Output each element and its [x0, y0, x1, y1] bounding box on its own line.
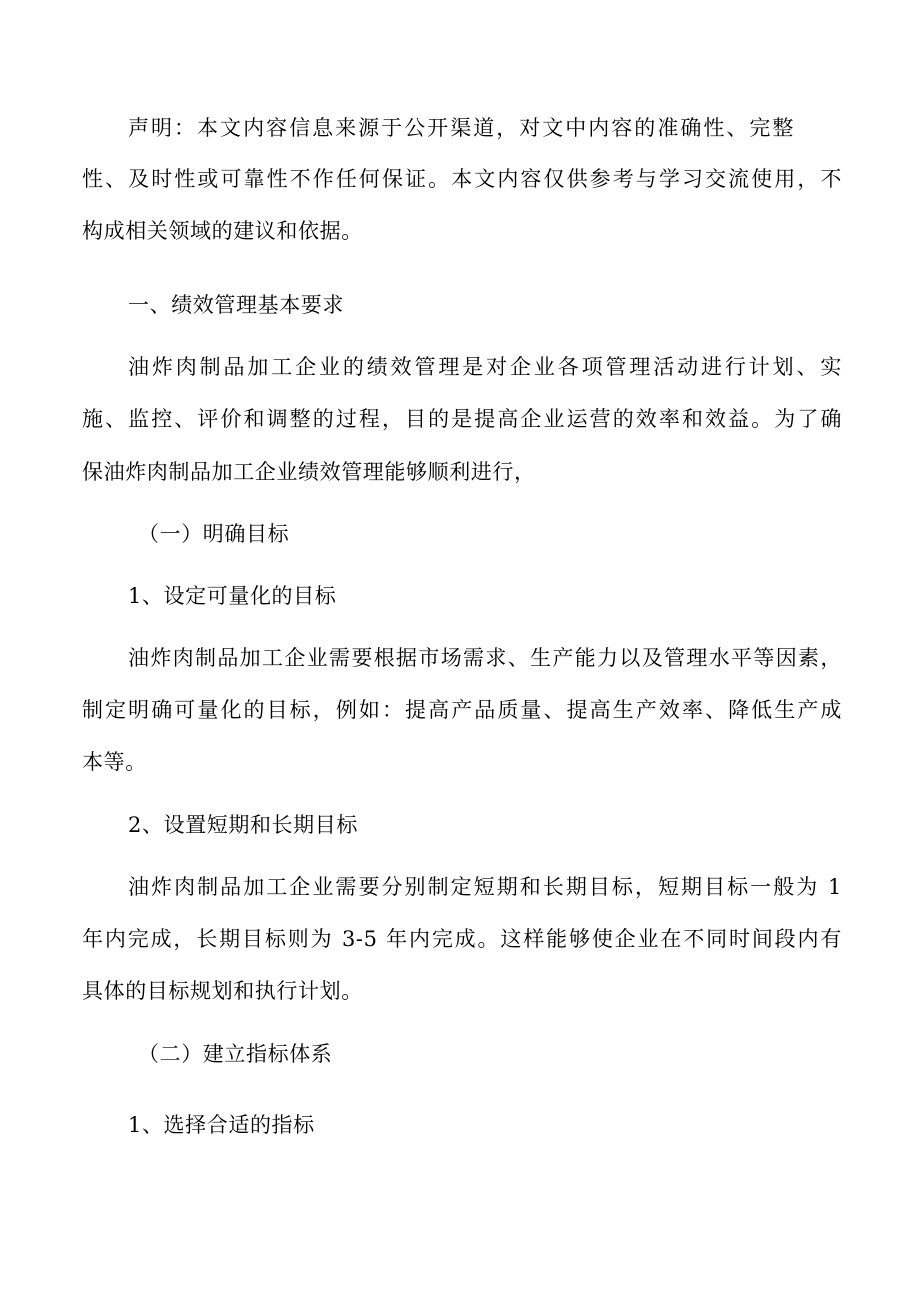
item-1-1-line-1: 油炸肉制品加工企业需要根据市场需求、生产能力以及管理水平等因素，: [128, 646, 842, 670]
intro-line-2: 施、监控、评价和调整的过程，目的是提高企业运营的效率和效益。为了确: [82, 407, 842, 431]
subsection-heading-1: （一）明确目标: [138, 522, 290, 546]
item-1-1-line-3: 本等。: [82, 750, 147, 774]
item-heading-1-1: 1、设定可量化的目标: [128, 584, 337, 608]
section-heading: 一、绩效管理基本要求: [128, 293, 344, 317]
item-1-1-line-2: 制定明确可量化的目标，例如：提高产品质量、提高生产效率、降低生产成: [82, 698, 842, 722]
disclaimer-line-2: 性、及时性或可靠性不作任何保证。本文内容仅供参考与学习交流使用，不: [82, 167, 842, 191]
subsection-heading-2: （二）建立指标体系: [138, 1042, 333, 1066]
disclaimer-line-1: 声明：本文内容信息来源于公开渠道，对文中内容的准确性、完整: [128, 116, 794, 140]
item-1-2-line-2: 年内完成，长期目标则为 3-5 年内完成。这样能够使企业在不同时间段内有: [82, 927, 842, 951]
intro-line-1: 油炸肉制品加工企业的绩效管理是对企业各项管理活动进行计划、实: [128, 355, 842, 379]
item-1-2-line-1: 油炸肉制品加工企业需要分别制定短期和长期目标，短期目标一般为 1: [128, 875, 842, 899]
intro-line-3: 保油炸肉制品加工企业绩效管理能够顺利进行，: [82, 460, 536, 484]
disclaimer-line-3: 构成相关领域的建议和依据。: [82, 219, 363, 243]
item-heading-1-2: 2、设置短期和长期目标: [128, 813, 358, 837]
item-1-2-line-3: 具体的目标规划和执行计划。: [82, 979, 363, 1003]
item-heading-2-1: 1、选择合适的指标: [128, 1113, 315, 1137]
